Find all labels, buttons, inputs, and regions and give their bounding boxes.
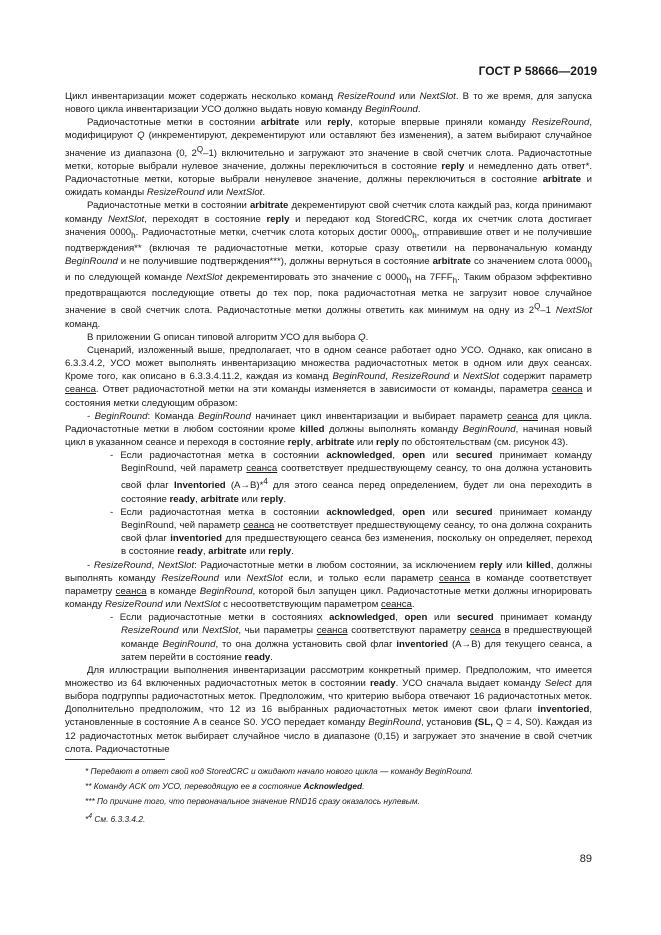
body-text bbox=[65, 90, 592, 756]
paragraph-9: - ResizeRound, NextSlot: Радиочастотные метки в любом состоянии, за исключением reply или killed, должны выполнять команду ResizeRound или NextSlot если, и только если параметр сеанса в команде соответствует параметру сеанса в команде BeginRound, которой был запущен цикл. Радиочастотные метки должны игнорировать команду ResizeRound или NextSlot с несоответствующим параметром сеанса. bbox=[65, 559, 592, 611]
paragraph-8: - Если радиочастотная метка в состоянии acknowledged, open или secured принимает команду BeginRound, чей параметр сеанса не соответствует предшествующему сеансу, то она должна сохранить свой флаг inventoried для предшествующего сеанса без изменения, поскольку он определяет, переход в состояние ready, arbitrate или reply. bbox=[110, 506, 592, 558]
footnote-divider bbox=[65, 759, 165, 760]
paragraph-1: Цикл инвентаризации может содержать несколько команд ResizeRound или NextSlot. В то же время, для запуска нового цикла инвентаризации УСО должно выдать новую команду BeginRound. bbox=[65, 91, 592, 116]
paragraph-4: В приложении G описан типовой алгоритм УСО для выбора Q. bbox=[87, 331, 369, 343]
paragraph-2: Радиочастотные метки в состоянии arbitrate или reply, которые впервые приняли команду ResizeRound, модифицируют Q (инкрементируют, декрементируют или оставляют без изменения), а затем выбирают случайное значение из диапазона (0, $2^Q-1$) включительно и загружают это значение в свой счетчик слота. Радиочастотные метки, которые выбрали нулевое значение, должны переключиться в состояние reply и немедленно дать ответ*. Радиочастотные метки, которые выбрали ненулевое значение, должны переключиться в состояние arbitrate и ожидать команды ResizeRound или NextSlot. bbox=[65, 117, 593, 199]
footnotes bbox=[85, 765, 592, 828]
page-number: 89 bbox=[579, 853, 592, 865]
standard-header: ГОСТ Р 58666—2019 bbox=[478, 64, 597, 78]
paragraph-11: Для иллюстрации выполнения инвентаризации рассмотрим конкретный пример. Предположим, что имеется множество из 64 включенных радиочастотных меток в состоянии ready. УСО сначала выдает команду Select для выбора подгруппы радиочастотных меток. Предположим, что критерию выбора отвечают 16 радиочастотных меток. Дополнительно предположим, что 12 из 16 выбранных радиочастотных меток имеют свои флаги inventoried, установленные в состояние A в сеансе S0. УСО передает команду BeginRound, установив (SL, Q = 4, S0). Каждая из 12 радиочастотных меток выбирает случайное число в диапазоне (0,15) и загружает это значение в свой счетчик слота. Радиочастотные bbox=[65, 664, 592, 755]
paragraph-5: Сценарий, изложенный выше, предполагает, что в одном сеансе работает одно УСО. Однако, как описано в 6.3.3.4.2, УСО может выполнять инвентаризацию множества радиочастотных меток в одном или двух сеансах. Кроме того, как описано в 6.3.3.4.11.2, каждая из команд BeginRound, ResizeRound и NextSlot содержит параметр сеанса. Ответ радиочастотной метки на эти команды изменяется в зависимости от команды, параметра сеанса и состояния метки следующим образом: bbox=[65, 344, 592, 409]
footnote-2: ** Команду ACK от УСО, переводящую ее в состояние Acknowledged. bbox=[85, 781, 365, 792]
paragraph-6: - BeginRound: Команда BeginRound начинает цикл инвентаризации и выбирает параметр сеанса для цикла. Радиочастотные метки в любом состоянии кроме killed должны выполнять команду BeginRound, начиная новый цикл в указанном сеансе и переходя в состояние reply, arbitrate или reply по обстоятельствам (см. рисунок 43). bbox=[65, 410, 592, 448]
footnote-4: *$^4$ См. 6.3.3.4.2. bbox=[85, 812, 146, 824]
footnote-3: *** По причине того, что первоначальное значение RND16 сразу оказалось нулевым. bbox=[85, 796, 420, 807]
footnote-1: * Передают в ответ свой код StoredCRC и ожидают начало нового цикла — команду BeginRound. bbox=[85, 766, 474, 776]
paragraph-7: - Если радиочастотная метка в состоянии acknowledged, open или secured принимает команду BeginRound, чей параметр сеанса соответствует предшествующему сеансу, то она должна установить свой флаг Inventoried (A→B)*$^4$ для этого сеанса перед определением, будет ли она переходить в состояние ready, arbitrate или reply. bbox=[110, 450, 592, 505]
paragraph-10: - Если радиочастотные метки в состояниях acknowledged, open или secured принимает команду ResizeRound или NextSlot, чьи параметры сеанса соответствуют параметру сеанса в предшествующей команде BeginRound, то она должна установить свой флаг inventoried (A→B) для текущего сеанса, а затем перейти в состояние ready. bbox=[110, 612, 592, 663]
paragraph-3: Радиочастотные метки в состоянии arbitrate декрементируют свой счетчик слота каждый раз, когда принимают команду NextSlot, переходят в состояние reply и передают код StoredCRC, когда их счетчик слота достигает значения $0000_h$. Радиочастотные метки, счетчик слота которых достиг $0000_h$, отправившие ответ и не получившие подтверждения** (включая те радиочастотные метки, которые сразу ответили на первоначальную команду BeginRound и не получившие подтверждения***), должны вернуться в состояние arbitrate со значением слота $0000_h$ и по следующей команде NextSlot декрементировать это значение с $0000_h$ на $7FFF_h$. Таким образом эффективно предотвращаются последующие ответы до тех пор, пока радиочастотная метка не загрузит новое случайное значение в свой счетчик слота. Радиочастотные метки должны ответить как минимум на одну из $2^Q-1$ NextSlot команд. bbox=[65, 200, 593, 330]
